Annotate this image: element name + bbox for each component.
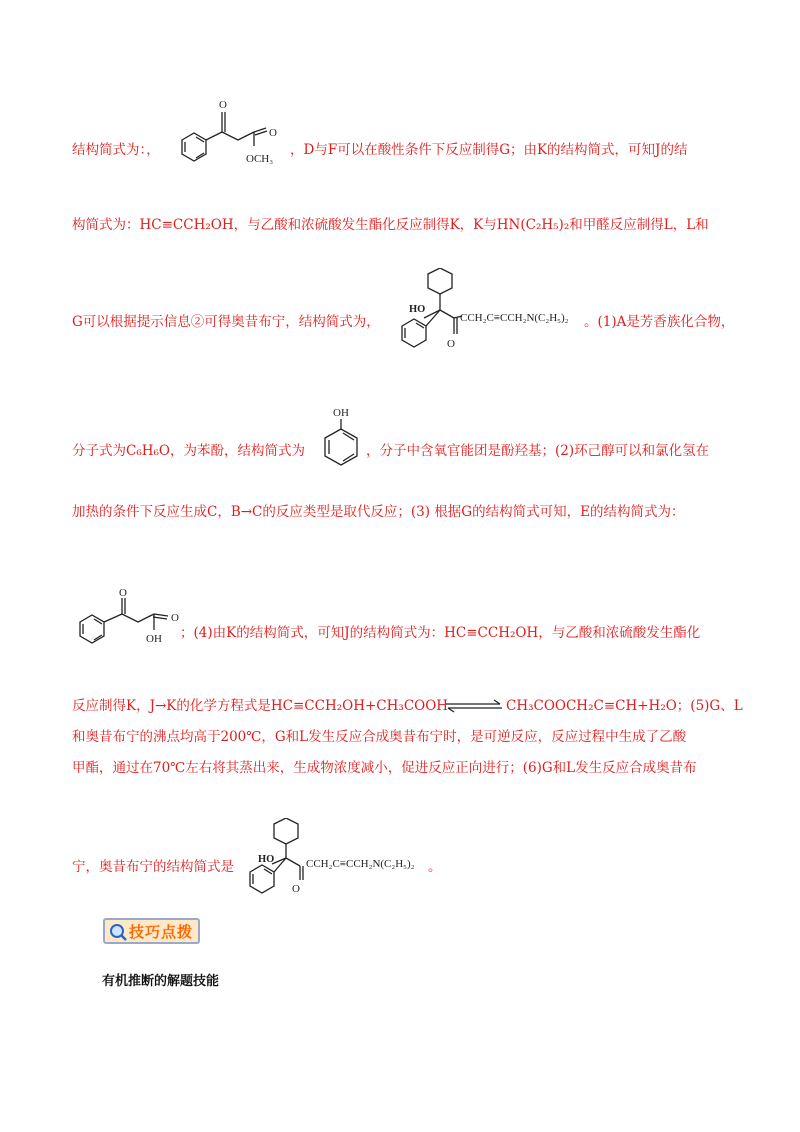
- oxybutynin-structure-2: [244, 818, 434, 898]
- acid-o-label: O: [171, 612, 179, 624]
- text-line-10a: 宁，奥昔布宁的结构简式是: [72, 859, 234, 875]
- carbonyl-o-label: O: [119, 587, 127, 599]
- ester-chain-label: CCH₂C≡CCH₂N(C₂H₅)₂: [460, 312, 569, 324]
- text-line-10b: 。: [428, 859, 442, 875]
- text-line-7a: 反应制得K，J→K的化学方程式是HC≡CCH₂OH+CH₃COOH: [72, 698, 449, 714]
- tips-badge: [103, 918, 200, 944]
- text-line-4a: 分子式为C₆H₆O，为苯酚，结构简式为: [72, 443, 305, 459]
- text-line-1b: ，D与F可以在酸性条件下反应制得G；由K的结构简式，可知J的结: [290, 142, 688, 158]
- text-line-1a: 结构简式为：，: [72, 142, 160, 158]
- acid-oh-label: OH: [146, 633, 162, 645]
- carbonyl-o2-label: O: [269, 127, 277, 139]
- text-line-5: 加热的条件下反应生成C，B→C的反应类型是取代反应；(3) 根据G的结构简式可知，E的结构简式为：: [72, 504, 685, 520]
- o-label: O: [447, 338, 455, 350]
- badge-label: 技巧点拨: [129, 923, 194, 941]
- ho-label: HO: [409, 304, 426, 315]
- oxybutynin-structure-1: [392, 268, 592, 354]
- text-line-8: 和奥昔布宁的沸点均高于200℃，G和L发生反应合成奥昔布宁时，是可逆反应，反应过程中生成了乙酸: [72, 729, 687, 745]
- carbonyl-o-label: O: [219, 99, 227, 111]
- ho-label: HO: [258, 854, 275, 865]
- text-line-9: 甲酯，通过在70℃左右将其蒸出来，生成物浓度减小，促进反应正向进行；(6)G和L发生反应合成奥昔布: [72, 760, 697, 776]
- reversible-arrow: [444, 699, 504, 713]
- text-line-2: 构简式为：HC≡CCH₂OH，与乙酸和浓硫酸发生酯化反应制得K，K与HN(C₂H₅)₂和甲醛反应制得L，L和: [72, 217, 709, 233]
- text-line-7b: CH₃COOCH₂C≡CH+H₂O；(5)G、L: [506, 698, 743, 714]
- ester-chain-label: CCH₂C≡CCH₂N(C₂H₅)₂: [306, 858, 415, 870]
- oh-label: OH: [333, 407, 349, 419]
- methyl-benzoylformate-structure: [170, 92, 290, 178]
- benzoylformic-acid-structure: [72, 586, 192, 660]
- text-line-6: ；(4)由K的结构简式，可知J的结构简式为：HC≡CCH₂OH，与乙酸和浓硫酸发生酯化: [180, 625, 701, 641]
- o-label: O: [292, 883, 300, 895]
- phenol-structure: [312, 403, 372, 473]
- text-line-3b: 。(1)A是芳香族化合物，: [584, 314, 735, 330]
- section-heading: 有机推断的解题技能: [102, 974, 220, 989]
- text-line-4b: ，分子中含氧官能团是酚羟基；(2)环己醇可以和氯化氢在: [366, 443, 710, 459]
- text-line-3a: G可以根据提示信息②可得奥昔布宁，结构简式为，: [72, 314, 380, 330]
- och3-label: OCH₃: [246, 153, 274, 165]
- magnifier-icon: [108, 922, 128, 942]
